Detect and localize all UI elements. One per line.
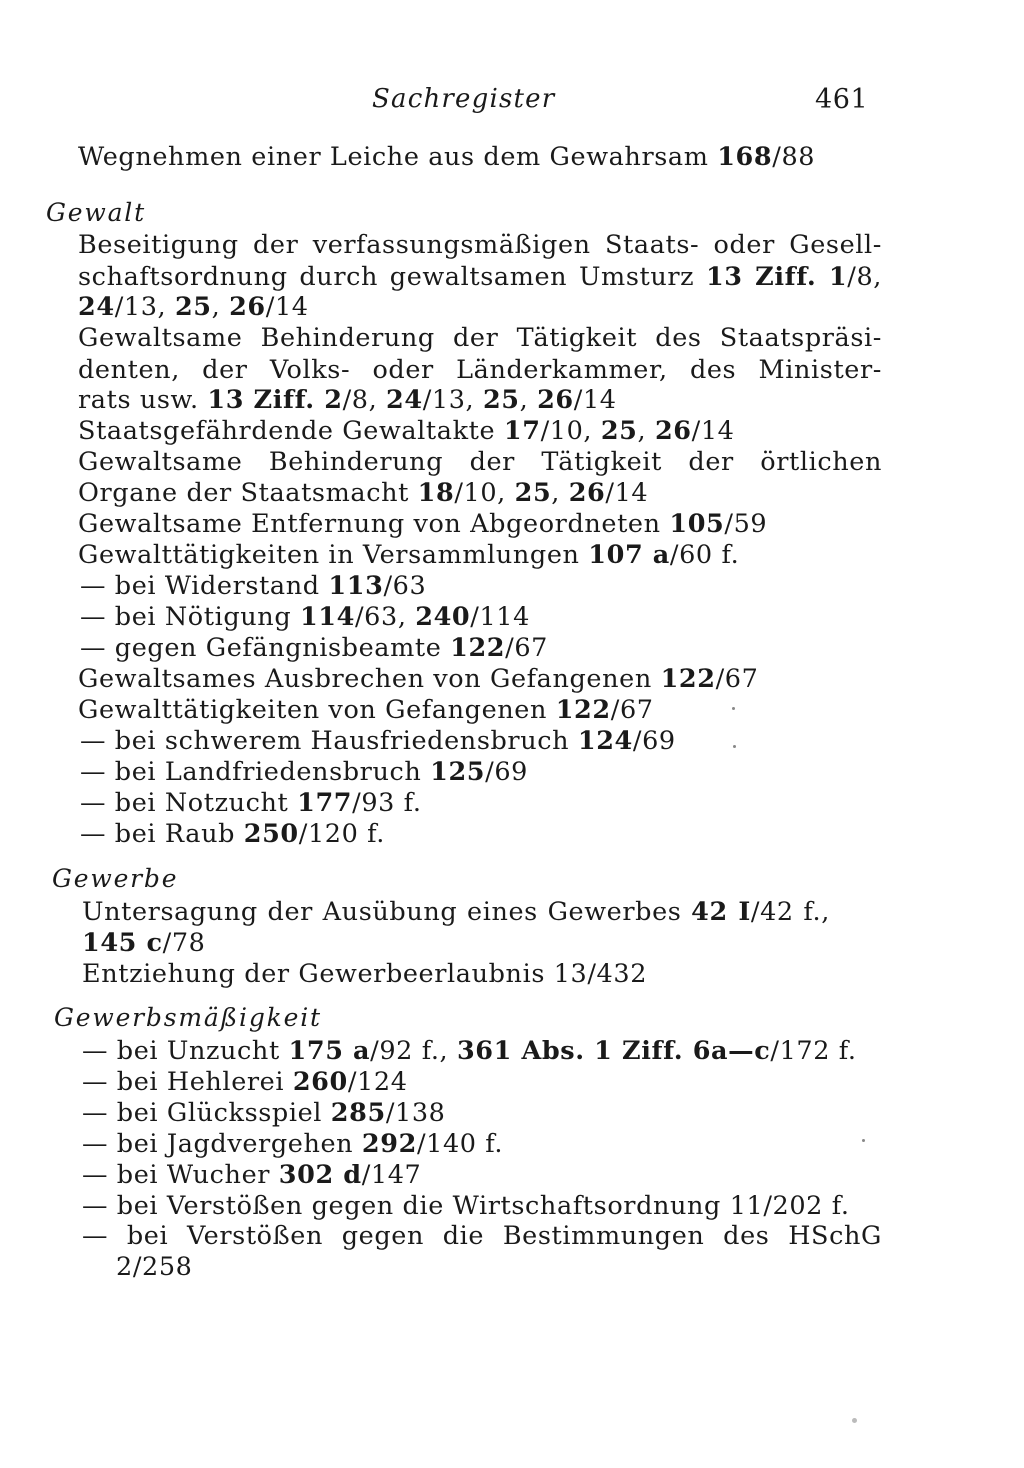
index-line — [80, 726, 676, 756]
index-line — [82, 1098, 445, 1128]
entry-text: /10, — [454, 478, 515, 508]
entry-text: 2/258 — [116, 1252, 193, 1282]
entry-text: — bei Hehlerei — [82, 1067, 293, 1097]
entry-text: /147 — [361, 1160, 422, 1190]
entry-text: /63 — [383, 571, 427, 601]
entry-text: , — [519, 385, 538, 415]
entry-text: Organe der Staatsmacht — [78, 478, 418, 508]
paragraph-ref: 145 c — [82, 928, 163, 958]
entry-text: /14 — [265, 292, 309, 322]
index-line — [78, 230, 882, 260]
paragraph-ref: 25 — [482, 385, 520, 415]
index-line — [78, 262, 882, 292]
entry-text: — gegen Gefängnisbeamte — [80, 633, 451, 663]
paragraph-ref: 122 — [555, 695, 611, 725]
print-speck — [733, 745, 736, 748]
entry-text: /172 f. — [770, 1036, 857, 1066]
paragraph-ref: 125 — [430, 757, 486, 787]
index-line — [80, 633, 548, 663]
entry-text: — bei Widerstand — [80, 571, 329, 601]
entry-text: , — [551, 478, 569, 508]
paragraph-ref: 361 Abs. 1 Ziff. 6a—c — [456, 1036, 771, 1066]
entry-text: /67 — [610, 695, 654, 725]
index-line — [78, 509, 767, 539]
entry-text: , — [637, 416, 655, 446]
entry-text: Gewaltsames Ausbrechen von Gefangenen — [78, 664, 661, 694]
entry-text: /63, — [354, 602, 416, 632]
entry-text: /140 f. — [416, 1129, 504, 1159]
paragraph-ref: 105 — [669, 509, 725, 539]
paragraph-ref: 26 — [229, 292, 266, 322]
paragraph-ref: 26 — [654, 416, 692, 446]
entry-text: /59 — [724, 509, 768, 539]
paragraph-ref: 168 — [717, 142, 773, 172]
heading-text: Gewalt — [46, 198, 146, 227]
paragraph-ref: 24 — [386, 385, 423, 415]
entry-text: Entziehung der Gewerbeerlaubnis 13/432 — [82, 959, 648, 989]
paragraph-ref: 250 — [243, 819, 299, 849]
entry-text: rats usw. — [78, 385, 208, 415]
entry-text: /67 — [505, 633, 548, 663]
paragraph-ref: 122 — [450, 633, 506, 663]
index-line — [82, 1129, 503, 1159]
paragraph-ref: 42 I — [691, 897, 751, 927]
entry-text: /13, — [114, 292, 175, 322]
entry-text: /93 f. — [352, 788, 422, 818]
index-line — [78, 695, 654, 725]
page-number: 461 — [815, 84, 869, 115]
print-speck — [732, 707, 735, 710]
index-line — [80, 819, 385, 849]
paragraph-ref: 25 — [514, 478, 552, 508]
entry-text: /114 — [470, 602, 530, 632]
entry-text: — bei Jagdvergehen — [82, 1129, 362, 1159]
entry-text: Gewaltsame Entfernung von Abgeordneten — [78, 509, 670, 539]
index-heading — [46, 198, 146, 227]
index-line — [78, 323, 882, 353]
entry-text: Staatsgefährdende Gewaltakte — [78, 416, 504, 446]
entry-text: — bei Wucher — [82, 1160, 279, 1190]
index-line — [78, 447, 882, 477]
entry-text: Untersagung der Ausübung eines Gewerbes — [82, 897, 692, 927]
paragraph-ref: 122 — [660, 664, 716, 694]
entry-text: — bei Landfriedensbruch — [80, 757, 431, 787]
entry-text: Beseitigung der verfassungsmäßigen Staats- oder Gesell- — [78, 230, 882, 260]
paragraph-ref: 13 Ziff. 1 — [705, 262, 848, 292]
entry-text: — bei Raub — [80, 819, 244, 849]
entry-text: /14 — [605, 478, 649, 508]
entry-text: — bei Nötigung — [80, 602, 300, 632]
entry-text: /8, — [847, 262, 882, 292]
entry-text: — bei Glücksspiel — [82, 1098, 331, 1128]
index-line — [82, 1191, 850, 1221]
index-line — [78, 664, 758, 694]
index-line — [78, 142, 815, 172]
entry-text: /14 — [691, 416, 735, 446]
entry-text: /78 — [162, 928, 206, 958]
paragraph-ref: 13 Ziff. 2 — [207, 385, 343, 415]
entry-text: — bei Unzucht — [82, 1036, 289, 1066]
index-heading — [52, 864, 178, 893]
paragraph-ref: 285 — [330, 1098, 386, 1128]
index-line — [80, 757, 528, 787]
paragraph-ref: 18 — [417, 478, 455, 508]
index-line — [82, 1160, 421, 1190]
paragraph-ref: 240 — [415, 602, 471, 632]
index-heading — [54, 1003, 322, 1032]
print-speck — [852, 1418, 857, 1423]
page-header — [0, 84, 1024, 118]
entry-text: , — [211, 292, 230, 322]
entry-text: /60 f. — [669, 540, 740, 570]
index-line — [82, 1067, 408, 1097]
index-line — [82, 1036, 857, 1066]
entry-text: — bei Verstößen gegen die Wirtschaftsordnung 11/202 f. — [82, 1191, 850, 1221]
heading-text: Gewerbsmäßigkeit — [54, 1003, 322, 1032]
index-line — [80, 571, 426, 601]
entry-text: /124 — [347, 1067, 408, 1097]
entry-text: schaftsordnung durch gewaltsamen Umsturz — [78, 262, 706, 292]
paragraph-ref: 302 d — [278, 1160, 362, 1190]
paragraph-ref: 107 a — [588, 540, 670, 570]
paragraph-ref: 177 — [297, 788, 353, 818]
print-speck — [862, 1139, 865, 1142]
entry-text: Gewaltsame Behinderung der Tätigkeit des Staatspräsi- — [78, 323, 882, 353]
entry-text: /10, — [540, 416, 601, 446]
index-line — [82, 928, 205, 958]
paragraph-ref: 26 — [568, 478, 606, 508]
index-line — [78, 540, 739, 570]
heading-text: Gewerbe — [52, 864, 179, 893]
index-line — [78, 292, 309, 322]
running-title: Sachregister — [372, 84, 556, 114]
index-line — [82, 1221, 882, 1251]
index-line — [80, 788, 422, 818]
index-line — [80, 602, 530, 632]
entry-text: /138 — [385, 1098, 446, 1128]
entry-text: Gewalttätigkeiten in Versammlungen — [78, 540, 589, 570]
index-line — [78, 355, 882, 385]
entry-text: /88 — [772, 142, 816, 172]
paragraph-ref: 124 — [577, 726, 633, 756]
entry-text: /13, — [422, 385, 483, 415]
entry-text: denten, der Volks- oder Länderkammer, des Minister- — [78, 355, 882, 385]
entry-text: Gewaltsame Behinderung der Tätigkeit der örtlichen — [78, 447, 882, 477]
paragraph-ref: 292 — [361, 1129, 417, 1159]
entry-text: /42 f., — [750, 897, 830, 927]
index-line — [78, 385, 617, 415]
paragraph-ref: 25 — [600, 416, 638, 446]
entry-text: Gewalttätigkeiten von Gefangenen — [78, 695, 556, 725]
paragraph-ref: 260 — [292, 1067, 348, 1097]
entry-text: /14 — [573, 385, 617, 415]
entry-text: /69 — [632, 726, 676, 756]
entry-text: — bei Notzucht — [80, 788, 298, 818]
paragraph-ref: 175 a — [288, 1036, 371, 1066]
entry-text: /92 f., — [370, 1036, 457, 1066]
paragraph-ref: 24 — [78, 292, 115, 322]
paragraph-ref: 17 — [503, 416, 541, 446]
index-line — [82, 897, 830, 927]
index-line — [78, 478, 648, 508]
paragraph-ref: 114 — [299, 602, 355, 632]
entry-text: /69 — [485, 757, 528, 787]
entry-text: /8, — [342, 385, 386, 415]
entry-text: Wegnehmen einer Leiche aus dem Gewahrsam — [78, 142, 718, 172]
paragraph-ref: 26 — [537, 385, 574, 415]
entry-text: — bei Verstößen gegen die Bestimmungen des HSchG — [82, 1221, 882, 1251]
paragraph-ref: 25 — [174, 292, 212, 322]
entry-text: /120 f. — [298, 819, 385, 849]
index-line — [82, 959, 647, 989]
index-line — [78, 416, 734, 446]
index-line — [116, 1252, 193, 1282]
entry-text: — bei schwerem Hausfriedensbruch — [80, 726, 578, 756]
entry-text: /67 — [715, 664, 759, 694]
paragraph-ref: 113 — [328, 571, 384, 601]
